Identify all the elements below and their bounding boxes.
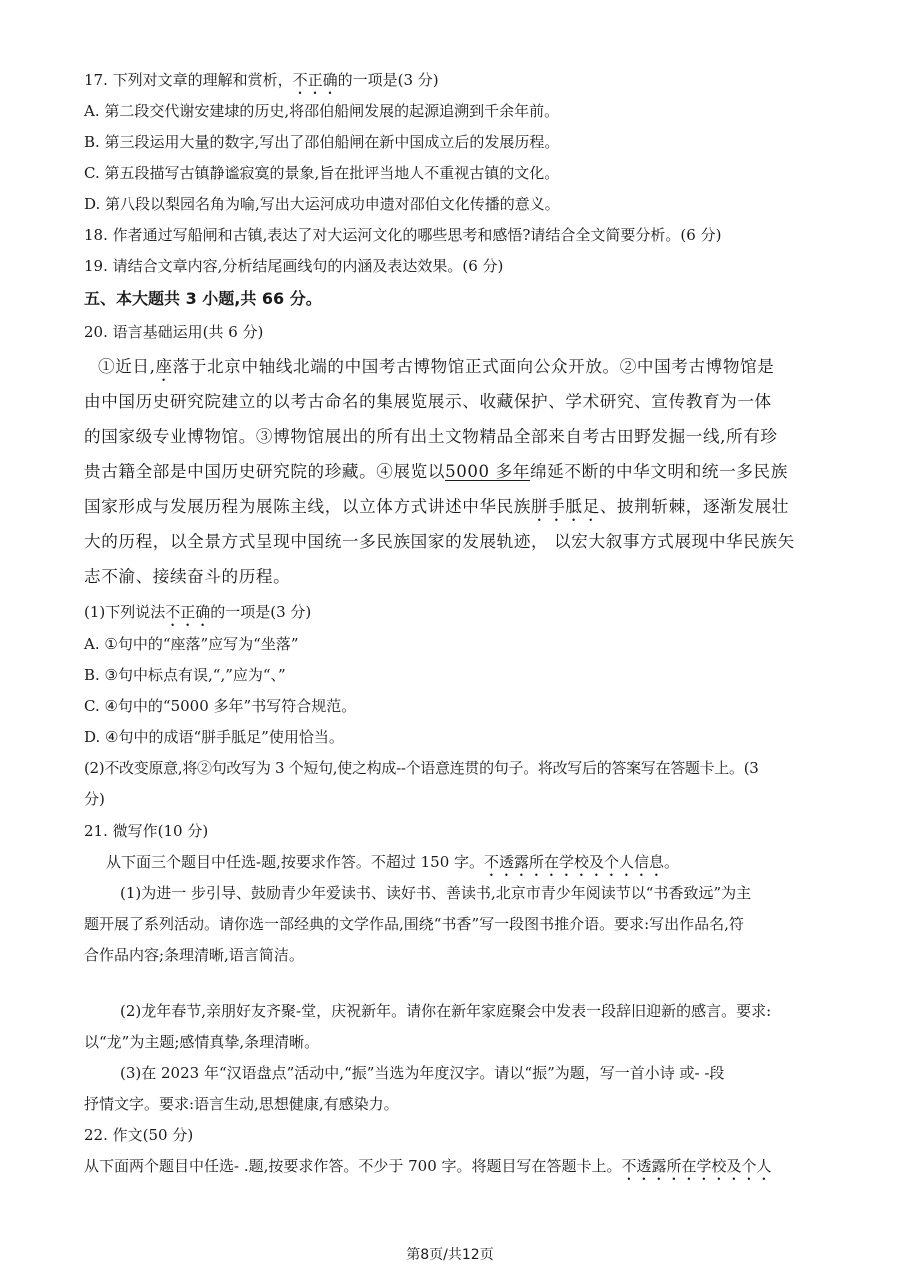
q20-sub2-line-1: (2)不改变原意,将②句改写为 3 个短句,使之构成--个语意连贯的句子。将改写后的答案写在答题卡上。(3 [84,759,759,777]
q21-intro: 从下面三个题目中任选-题,按要求作答。不超过 150 字。不透露所在学校及个人信息。 [106,853,680,871]
q20-sub1-option-c: C. ④句中的“5000 多年”书写符合规范。 [84,697,357,715]
q17-option-a: A. 第二段交代谢安建埭的历史,将邵伯船闸发展的起源追溯到千余年前。 [84,102,560,120]
q20-sub1-option-d: D. ④句中的成语“胼手胝足”使用恰当。 [84,728,344,746]
q22-instructions: 从下面两个题目中任选- .题,按要求作答。不少于 700 字。将题目写在答题卡上。不透露所在学校及个人 [84,1157,772,1175]
q18-question: 18. 作者通过写船闸和古镇,表达了对大运河文化的哪些思考和感悟?请结合全文简要分析。(6 分) [84,226,722,244]
q20-passage-line-6: 大的历程，以全景方式呈现中国统一多民族国家的发展轨迹， 以宏大叙事方式展现中华民族矢 [84,532,795,551]
q21-item-2-line-1: (2)龙年春节,亲朋好友齐聚-堂，庆祝新年。请你在新年家庭聚会中发表一段辞旧迎新的感言。要求: [120,1002,772,1020]
q17-option-d: D. 第八段以梨园名角为喻,写出大运河成功申遗对邵伯文化传播的意义。 [84,195,560,213]
q17-stem: 17. 下列对文章的理解和赏析，不正确的一项是(3 分) [84,71,439,89]
q21-item-1-line-1: (1)为进一 步引导、鼓励青少年爱读书、读好书、善读书,北京市青少年阅读节以“书香致远”为主 [120,884,752,902]
q20-passage-line-1: ①近日,座落于北京中轴线北端的中国考古博物馆正式面向公众开放。②中国考古博物馆是 [98,357,775,376]
q21-item-1-line-2: 题开展了系列活动。请你选一部经典的文学作品,围绕“书香”写一段图书推介语。要求:写出作品名,符 [84,915,744,933]
section-five-heading: 五、本大题共 3 小题,共 66 分。 [84,289,322,308]
q20-passage-line-4: 贵古籍全部是中国历史研究院的珍藏。④展览以5000 多年绵延不断的中华文明和统一多民族 [84,462,788,481]
q17-option-c: C. 第五段描写古镇静谧寂寞的景象,旨在批评当地人不重视古镇的文化。 [84,164,560,182]
q20-passage-line-7: 志不渝、接续奋斗的历程。 [84,567,291,586]
q21-item-3-line-1: (3)在 2023 年“汉语盘点”活动中,“振”当选为年度汉字。请以“振”为题，写一首小诗 或- -段 [120,1064,725,1082]
q21-title: 21. 微写作(10 分) [84,822,209,840]
page-number-footer: 第8页/共12页 [406,1247,494,1263]
q21-item-3-line-2: 抒情文字。要求:语言生动,思想健康,有感染力。 [84,1095,399,1113]
q20-passage-line-2: 由中国历史研究院建立的以考古命名的集展览展示、收藏保护、学术研究、宣传教育为一体 [84,392,772,411]
q20-sub1-option-b: B. ③句中标点有误,“,”应为“、” [84,666,286,684]
q20-sub1-option-a: A. ①句中的“座落”应写为“坐落” [84,635,299,653]
q21-item-1-line-3: 合作品内容;条理清晰,语言简洁。 [84,946,304,964]
q21-item-2-line-2: 以“龙”为主题;感情真挚,条理清晰。 [84,1033,320,1051]
q17-option-b: B. 第三段运用大量的数字,写出了邵伯船闸在新中国成立后的发展历程。 [84,133,560,151]
q20-sub2-line-2: 分) [84,790,105,808]
q19-question: 19. 请结合文章内容,分析结尾画线句的内涵及表达效果。(6 分) [84,257,504,275]
q20-passage-line-5: 国家形成与发展历程为展陈主线，以立体方式讲述中华民族胼手胝足、披荆斩棘，逐渐发展壮 [84,497,789,516]
q20-sub1-stem: (1)下列说法不正确的一项是(3 分) [84,603,312,621]
q22-title: 22. 作文(50 分) [84,1126,194,1144]
q20-passage-line-3: 的国家级专业博物馆。③博物馆展出的所有出土文物精品全部来自考古田野发掘一线,所有珍 [84,427,778,446]
q20-title: 20. 语言基础运用(共 6 分) [84,323,264,341]
